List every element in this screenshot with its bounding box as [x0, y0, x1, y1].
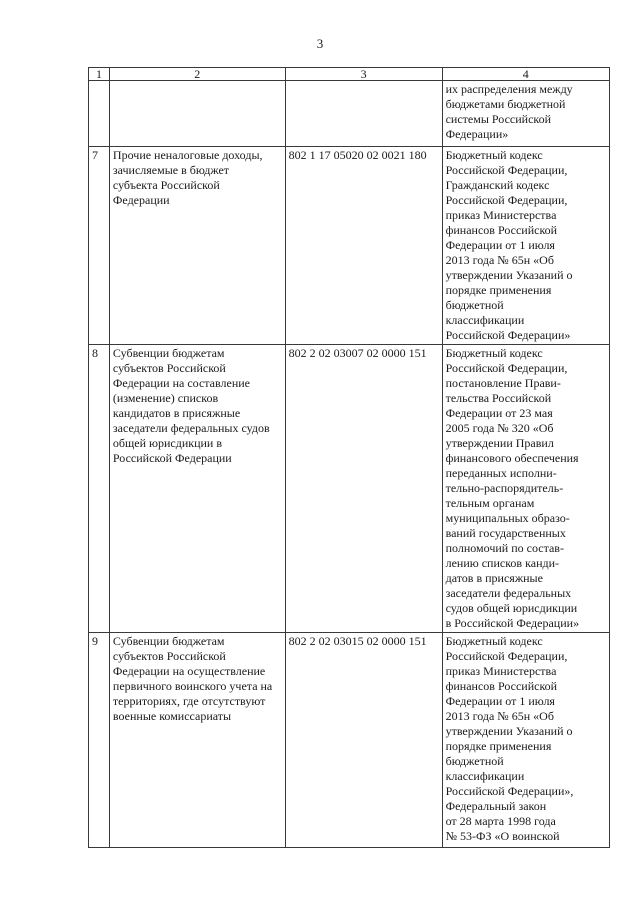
row-number-cell: 8 — [89, 345, 110, 633]
page-number: 3 — [316, 36, 324, 51]
budget-code-cell: 802 2 02 03015 02 0000 151 — [285, 633, 442, 848]
column-header: 3 — [285, 68, 442, 81]
row-number-cell — [89, 81, 110, 147]
table-row — [89, 345, 610, 633]
legal-basis-cell: Бюджетный кодекс Российской Федерации, Гражданский кодекс Российской Федерации, приказ Министерства финансов Российской Федерации от 1 июля 2013 года № 65н «Об утверждении Указаний о порядке применения бюджетной классификации Российской Федерации» — [442, 147, 609, 345]
table-row — [89, 147, 610, 345]
budget-code-cell — [285, 81, 442, 147]
legal-basis-cell: их распределения между бюджетами бюджетной системы Российской Федерации» — [442, 81, 609, 147]
column-header: 1 — [89, 68, 110, 81]
revenue-name-cell: Субвенции бюджетам субъектов Российской Федерации на составление (изменение) списков кандидатов в присяжные заседатели федеральных судов общей юрисдикции в Российской Федерации — [109, 345, 285, 633]
column-number-row — [89, 68, 610, 81]
legal-basis-cell: Бюджетный кодекс Российской Федерации, приказ Министерства финансов Российской Федерации от 1 июля 2013 года № 65н «Об утверждении Указаний о порядке применения бюджетной классификации Российской Федерации», Федеральный закон от 28 марта 1998 года № 53-ФЗ «О воинской — [442, 633, 609, 848]
revenue-table — [88, 67, 610, 848]
column-header: 2 — [109, 68, 285, 81]
revenue-name-cell: Прочие неналоговые доходы, зачисляемые в бюджет субъекта Российской Федерации — [109, 147, 285, 345]
revenue-name-cell — [109, 81, 285, 147]
revenue-name-cell: Субвенции бюджетам субъектов Российской Федерации на осуществление первичного воинского учета на территориях, где отсутствуют военные комиссариаты — [109, 633, 285, 848]
legal-basis-cell: Бюджетный кодекс Российской Федерации, постановление Прави- тельства Российской Федерации от 23 мая 2005 года № 320 «Об утверждении Правил финансового обеспечения переданных исполни- тельно-распорядитель- тельным органам муниципальных образо- ваний государственных полномочий по состав- лению списков канди- датов в присяжные заседатели федеральных судов общей юрисдикции в Российской Федерации» — [442, 345, 609, 633]
row-number-cell: 7 — [89, 147, 110, 345]
budget-code-cell: 802 1 17 05020 02 0021 180 — [285, 147, 442, 345]
row-number-cell: 9 — [89, 633, 110, 848]
budget-code-cell: 802 2 02 03007 02 0000 151 — [285, 345, 442, 633]
column-header: 4 — [442, 68, 609, 81]
table-row — [89, 81, 610, 147]
table-row — [89, 633, 610, 848]
